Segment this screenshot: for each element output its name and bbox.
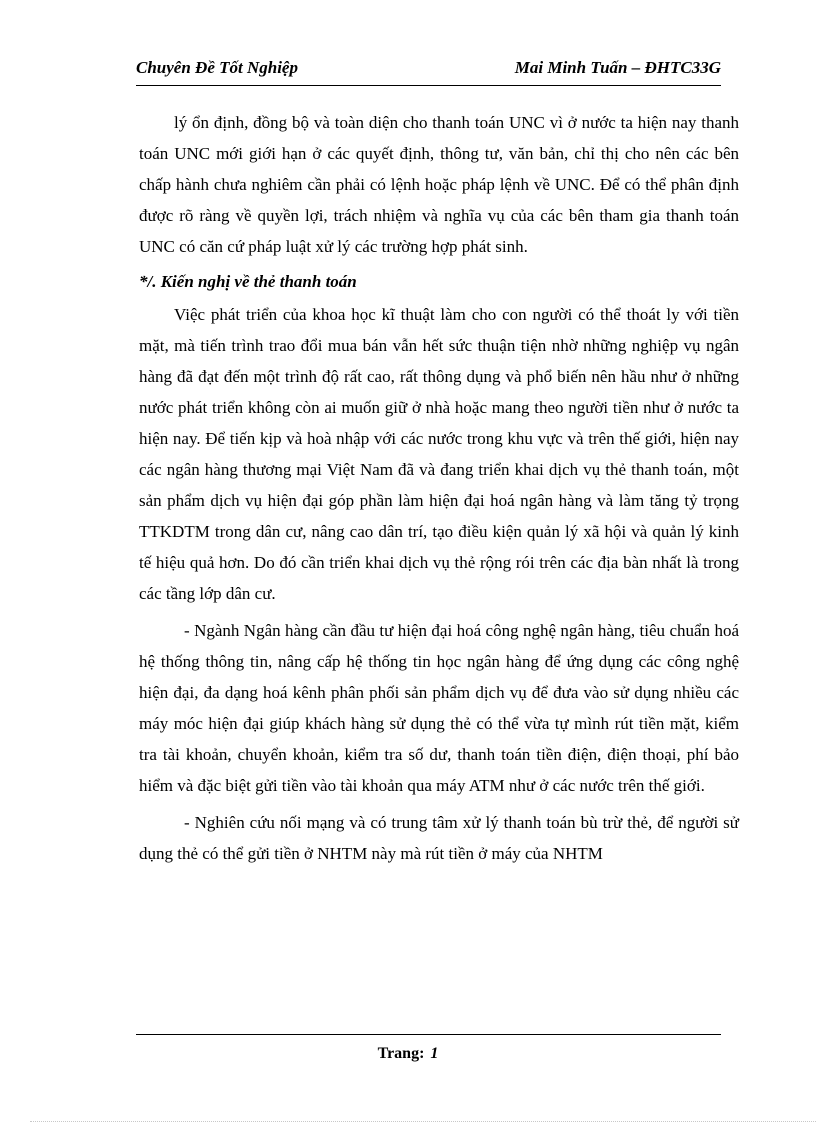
page-footer (0, 1045, 816, 1063)
page-edge-dots (30, 1121, 816, 1122)
header-title: Chuyên Đề Tốt Nghiệp (136, 58, 298, 77)
bullet-technology-investment: - Ngành Ngân hàng cần đầu tư hiện đại hoá công nghệ ngân hàng, tiêu chuẩn hoá hệ thống thông tin, nâng cấp hệ thống tin học ngân hàng để ứng dụng các công nghệ hiện đại, đa dạng hoá kênh phân phối sản phẩm dịch vụ để đưa vào sử dụng nhiều các máy móc hiện đại giúp khách hàng sử dụng thẻ có thể vừa tự mình rút tiền mặt, kiểm tra tài khoản, chuyển khoản, kiểm tra số dư, thanh toán tiền điện, điện thoại, phí bảo hiểm và đặc biệt gửi tiền vào tài khoản qua máy ATM như ở các nước trên thế giới. (139, 621, 739, 795)
page-number: 1 (430, 1045, 439, 1062)
page-header (136, 58, 721, 80)
paragraph-unc-conclusion: lý ổn định, đồng bộ và toàn diện cho thanh toán UNC vì ở nước ta hiện nay thanh toán UNC mới giới hạn ở các quyết định, thông tư, văn bản, chỉ thị cho nên các bên chấp hành chưa nghiêm cần phải có lệnh hoặc pháp lệnh về UNC. Để có thể phân định được rõ ràng về quyền lợi, trách nhiệm và nghĩa vụ của các bên tham gia thanh toán UNC có căn cứ pháp luật xử lý các trường hợp phát sinh. (139, 113, 739, 256)
page-label: Trang: (377, 1045, 425, 1062)
header-divider (136, 85, 721, 86)
paragraph-card-payment: Việc phát triển của khoa học kĩ thuật làm cho con người có thể thoát ly với tiền mặt, mà tiến trình trao đổi mua bán vẫn hết sức thuận tiện nhờ những nghiệp vụ ngân hàng đã đạt đến một trình độ rất cao, rất thông dụng và phổ biến nên hầu như ở những nước phát triển không còn ai muốn giữ ở nhà hoặc mang theo người tiền như ở nước ta hiện nay. Để tiến kịp và hoà nhập với các nước trong khu vực và trên thế giới, hiện nay các ngân hàng thương mại Việt Nam đã và đang triển khai dịch vụ thẻ thanh toán, một sản phẩm dịch vụ hiện đại góp phần làm hiện đại hoá ngân hàng và làm tăng tỷ trọng TTKDTM trong dân cư, nâng cao dân trí, tạo điều kiện quản lý xã hội và quản lý kinh tế hiệu quả hơn. Do đó cần triển khai dịch vụ thẻ rộng rói trên các địa bàn nhất là trong các tầng lớp dân cư. (139, 305, 739, 603)
section-heading: */. Kiến nghị về thẻ thanh toán (139, 272, 357, 291)
footer-divider (136, 1034, 721, 1035)
header-author: Mai Minh Tuấn – ĐHTC33G (514, 58, 721, 77)
document-body (139, 107, 739, 869)
bullet-network-clearing: - Nghiên cứu nối mạng và có trung tâm xử lý thanh toán bù trừ thẻ, để người sử dụng thẻ có thể gửi tiền ở NHTM này mà rút tiền ở máy của NHTM (139, 813, 739, 863)
